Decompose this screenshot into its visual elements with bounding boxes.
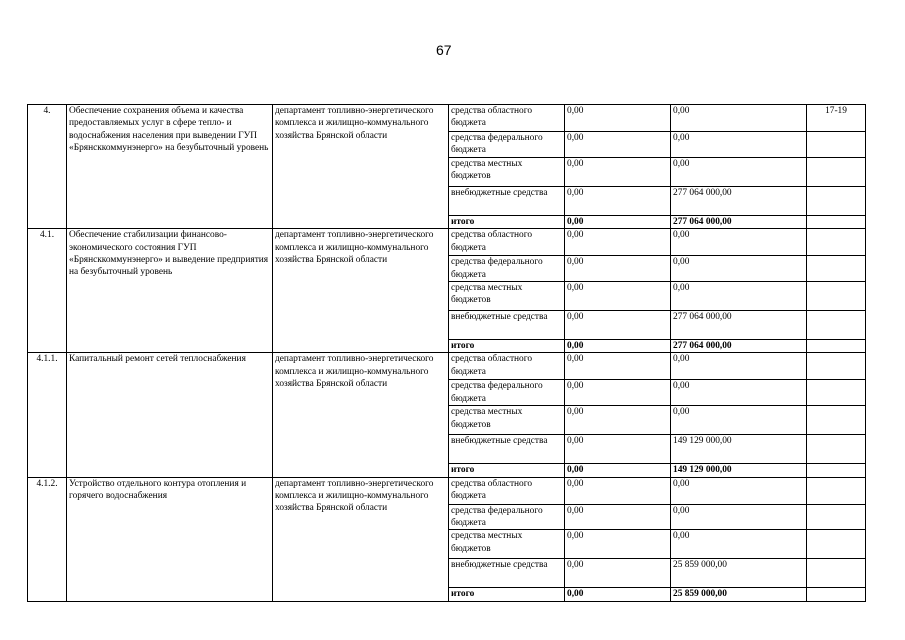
amount-b: 0,00 [671, 406, 807, 435]
amount-b: 0,00 [671, 504, 807, 530]
funding-source: внебюджетные средства [449, 186, 565, 215]
term-cell [807, 559, 866, 588]
amount-b: 277 064 000,00 [671, 215, 807, 228]
term-cell [807, 477, 866, 504]
amount-a: 0,00 [565, 477, 671, 504]
source-row [28, 477, 866, 504]
item-title: Устройство отдельного контура отопления и горячего водоснабжения [67, 477, 273, 601]
amount-b: 25 859 000,00 [671, 559, 807, 588]
term-cell [807, 504, 866, 530]
amount-a: 0,00 [565, 588, 671, 601]
amount-b: 277 064 000,00 [671, 311, 807, 340]
term-cell [807, 406, 866, 435]
amount-b: 0,00 [671, 282, 807, 311]
item-number: 4.1. [28, 229, 67, 353]
amount-a: 0,00 [565, 215, 671, 228]
funding-source: средства местных бюджетов [449, 530, 565, 559]
amount-a: 0,00 [565, 406, 671, 435]
funding-source: итого [449, 215, 565, 228]
amount-b: 0,00 [671, 477, 807, 504]
item-executor: департамент топливно-энергетического комплекса и жилищно-коммунального хозяйства Брянской области [273, 105, 449, 229]
amount-a: 0,00 [565, 504, 671, 530]
funding-source: итого [449, 464, 565, 477]
term-cell [807, 256, 866, 282]
funding-source: средства федерального бюджета [449, 504, 565, 530]
term-cell [807, 132, 866, 158]
amount-a: 0,00 [565, 105, 671, 132]
source-row [28, 229, 866, 256]
amount-b: 277 064 000,00 [671, 340, 807, 353]
term-cell [807, 229, 866, 256]
funding-source: средства федерального бюджета [449, 380, 565, 406]
amount-a: 0,00 [565, 256, 671, 282]
amount-a: 0,00 [565, 353, 671, 380]
term-cell [807, 186, 866, 215]
term-cell [807, 215, 866, 228]
item-title: Обеспечение сохранения объема и качества предоставляемых услуг в сфере тепло- и водоснабжения населения при выведении ГУП «Брянсккоммунэнерго» на безубыточный уровень [67, 105, 273, 229]
term-cell [807, 353, 866, 380]
amount-b: 0,00 [671, 105, 807, 132]
amount-a: 0,00 [565, 559, 671, 588]
amount-a: 0,00 [565, 380, 671, 406]
amount-a: 0,00 [565, 186, 671, 215]
funding-source: итого [449, 588, 565, 601]
term-cell [807, 530, 866, 559]
amount-a: 0,00 [565, 311, 671, 340]
amount-a: 0,00 [565, 435, 671, 464]
funding-source: средства федерального бюджета [449, 256, 565, 282]
amount-a: 0,00 [565, 282, 671, 311]
item-title: Обеспечение стабилизации финансово-экономического состояния ГУП «Брянсккоммунэнерго» и выведение предприятия на безубыточный уровень [67, 229, 273, 353]
item-number: 4.1.2. [28, 477, 67, 601]
term-cell [807, 311, 866, 340]
amount-b: 0,00 [671, 132, 807, 158]
amount-a: 0,00 [565, 340, 671, 353]
funding-source: внебюджетные средства [449, 311, 565, 340]
term-cell [807, 435, 866, 464]
term-cell [807, 464, 866, 477]
page-number: 67 [436, 42, 452, 58]
funding-source: средства местных бюджетов [449, 157, 565, 186]
item-executor: департамент топливно-энергетического комплекса и жилищно-коммунального хозяйства Брянской области [273, 229, 449, 353]
amount-b: 0,00 [671, 229, 807, 256]
source-row [28, 105, 866, 132]
term-cell [807, 340, 866, 353]
amount-a: 0,00 [565, 132, 671, 158]
source-row [28, 353, 866, 380]
funding-source: внебюджетные средства [449, 435, 565, 464]
term-cell: 17-19 [807, 105, 866, 132]
funding-source: средства областного бюджета [449, 477, 565, 504]
funding-source: средства областного бюджета [449, 353, 565, 380]
term-cell [807, 588, 866, 601]
amount-b: 277 064 000,00 [671, 186, 807, 215]
item-number: 4.1.1. [28, 353, 67, 477]
amount-b: 149 129 000,00 [671, 435, 807, 464]
amount-b: 0,00 [671, 380, 807, 406]
funding-source: средства местных бюджетов [449, 406, 565, 435]
funding-source: средства федерального бюджета [449, 132, 565, 158]
term-cell [807, 282, 866, 311]
amount-b: 0,00 [671, 256, 807, 282]
amount-b: 0,00 [671, 353, 807, 380]
funding-source: средства областного бюджета [449, 229, 565, 256]
item-executor: департамент топливно-энергетического комплекса и жилищно-коммунального хозяйства Брянской области [273, 477, 449, 601]
amount-a: 0,00 [565, 229, 671, 256]
term-cell [807, 157, 866, 186]
amount-b: 25 859 000,00 [671, 588, 807, 601]
item-number: 4. [28, 105, 67, 229]
funding-source: итого [449, 340, 565, 353]
funding-source: внебюджетные средства [449, 559, 565, 588]
amount-b: 0,00 [671, 530, 807, 559]
term-cell [807, 380, 866, 406]
amount-b: 0,00 [671, 157, 807, 186]
funding-source: средства местных бюджетов [449, 282, 565, 311]
funding-source: средства областного бюджета [449, 105, 565, 132]
amount-a: 0,00 [565, 530, 671, 559]
budget-table [27, 104, 866, 602]
item-executor: департамент топливно-энергетического комплекса и жилищно-коммунального хозяйства Брянской области [273, 353, 449, 477]
amount-b: 149 129 000,00 [671, 464, 807, 477]
amount-a: 0,00 [565, 464, 671, 477]
amount-a: 0,00 [565, 157, 671, 186]
item-title: Капитальный ремонт сетей теплоснабжения [67, 353, 273, 477]
